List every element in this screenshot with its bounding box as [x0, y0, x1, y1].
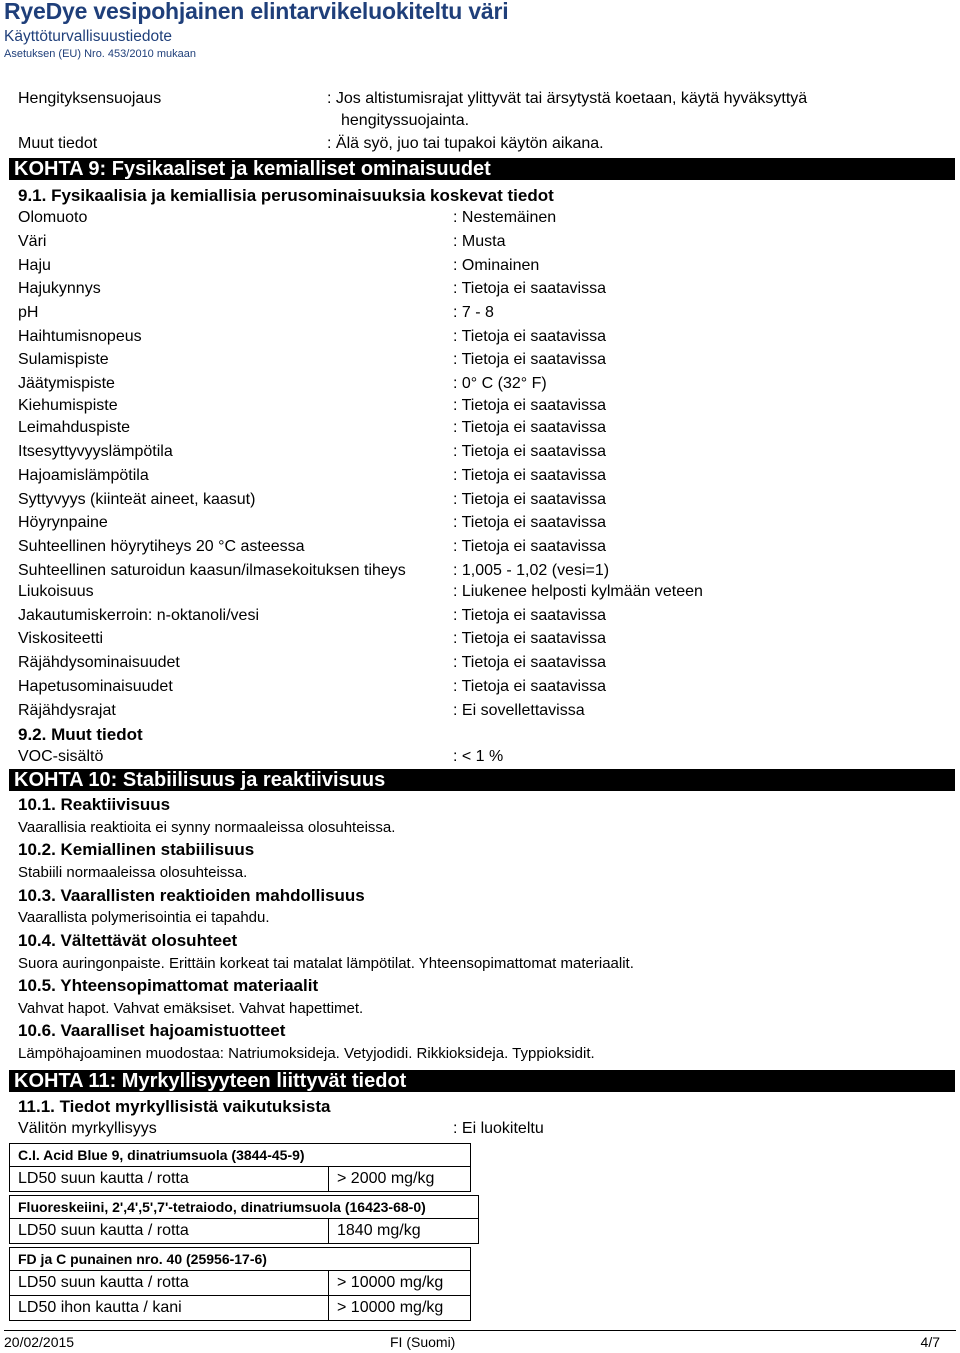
property-value: : Tietoja ei saatavissa [453, 538, 606, 555]
subsection-10-1-heading: 10.1. Reaktiivisuus [18, 795, 171, 814]
property-label: Leimahduspiste [18, 419, 131, 436]
property-label: Räjähdysominaisuudet [18, 654, 180, 671]
table-substance-header: C.I. Acid Blue 9, dinatriumsuola (3844-45-9) [10, 1144, 471, 1167]
respiratory-protection-label: Hengityksensuojaus [18, 90, 162, 107]
table-cell-value: > 2000 mg/kg [329, 1167, 471, 1192]
property-label: Itsesyttyvyyslämpötila [18, 443, 173, 460]
property-label: Hajukynnys [18, 280, 101, 297]
property-value: : Tietoja ei saatavissa [453, 630, 606, 647]
table-cell-value: 1840 mg/kg [329, 1219, 479, 1244]
property-value: : Ominainen [453, 257, 540, 274]
property-label: Räjähdysrajat [18, 702, 116, 719]
footer-page-number: 4/7 [920, 1334, 940, 1350]
table-cell-value: > 10000 mg/kg [329, 1271, 471, 1296]
page-footer [4, 1330, 956, 1353]
respiratory-protection-value-cont: hengityssuojainta. [341, 112, 470, 129]
property-value: : Ei sovellettavissa [453, 702, 585, 719]
toxicity-table-acid-blue [9, 1143, 471, 1192]
property-value: : Musta [453, 233, 506, 250]
subsection-10-6-text: Lämpöhajoaminen muodostaa: Natriumoksideja. Vetyjodidi. Rikkioksideja. Typpioksidit. [18, 1045, 595, 1062]
table-substance-header: Fluoreskeiini, 2',4',5',7'-tetraiodo, dinatriumsuola (16423-68-0) [10, 1196, 479, 1219]
footer-date: 20/02/2015 [4, 1334, 75, 1350]
property-value: : Tietoja ei saatavissa [453, 443, 606, 460]
property-label: Olomuoto [18, 209, 88, 226]
other-info-value: : Älä syö, juo tai tupakoi käytön aikana. [327, 135, 604, 152]
property-label: Viskositeetti [18, 630, 104, 647]
subsection-10-3-text: Vaarallista polymerisointia ei tapahdu. [18, 909, 270, 926]
property-label: Hajoamislämpötila [18, 467, 149, 484]
property-value: : 0° C (32° F) [453, 375, 547, 392]
subsection-9-2-heading: 9.2. Muut tiedot [18, 725, 143, 744]
subsection-10-2-heading: 10.2. Kemiallinen stabiilisuus [18, 840, 255, 859]
subsection-10-1-text: Vaarallisia reaktioita ei synny normaaleissa olosuhteissa. [18, 819, 396, 836]
toxicity-table-fluorescein [9, 1195, 479, 1244]
property-value: : Tietoja ei saatavissa [453, 491, 606, 508]
property-label: Sulamispiste [18, 351, 109, 368]
subsection-10-5-heading: 10.5. Yhteensopimattomat materiaalit [18, 976, 319, 995]
property-value: : Tietoja ei saatavissa [453, 678, 606, 695]
property-value: : Tietoja ei saatavissa [453, 328, 606, 345]
subsection-10-5-text: Vahvat hapot. Vahvat emäksiset. Vahvat hapettimet. [18, 1000, 364, 1017]
property-label: Jäätymispiste [18, 375, 115, 392]
document-title: RyeDye vesipohjainen elintarvikeluokiteltu väri [4, 0, 509, 24]
respiratory-protection-value: : Jos altistumisrajat ylittyvät tai ärsytystä koetaan, käytä hyväksyttyä [327, 90, 808, 107]
footer-language: FI (Suomi) [390, 1334, 456, 1350]
section-11-heading: KOHTA 11: Myrkyllisyyteen liittyvät tiedot [9, 1070, 955, 1092]
section-9-heading: KOHTA 9: Fysikaaliset ja kemialliset ominaisuudet [9, 158, 955, 180]
property-label: Suhteellinen höyrytiheys 20 °C asteessa [18, 538, 305, 555]
table-cell-test: LD50 ihon kautta / kani [10, 1296, 329, 1321]
toxicity-table-fdc-red [9, 1247, 471, 1321]
property-label: Haihtumisnopeus [18, 328, 142, 345]
other-info-label: Muut tiedot [18, 135, 98, 152]
table-cell-test: LD50 suun kautta / rotta [10, 1167, 329, 1192]
property-label: Suhteellinen saturoidun kaasun/ilmasekoituksen tiheys [18, 562, 406, 579]
subsection-10-4-heading: 10.4. Vältettävät olosuhteet [18, 931, 238, 950]
table-cell-test: LD50 suun kautta / rotta [10, 1271, 329, 1296]
acute-toxicity-label: Välitön myrkyllisyys [18, 1120, 157, 1137]
property-value: : Tietoja ei saatavissa [453, 397, 606, 414]
property-value: : 7 - 8 [453, 304, 494, 321]
property-value: : Tietoja ei saatavissa [453, 514, 606, 531]
property-label: Haju [18, 257, 51, 274]
subsection-11-1-heading: 11.1. Tiedot myrkyllisistä vaikutuksista [18, 1097, 331, 1116]
property-label: Kiehumispiste [18, 397, 118, 414]
property-label: Jakautumiskerroin: n-oktanoli/vesi [18, 607, 259, 624]
voc-label: VOC-sisältö [18, 748, 104, 765]
subsection-10-6-heading: 10.6. Vaaralliset hajoamistuotteet [18, 1021, 286, 1040]
table-substance-header: FD ja C punainen nro. 40 (25956-17-6) [10, 1248, 471, 1271]
subsection-10-3-heading: 10.3. Vaarallisten reaktioiden mahdollisuus [18, 886, 365, 905]
subsection-9-1-heading: 9.1. Fysikaalisia ja kemiallisia perusominaisuuksia koskevat tiedot [18, 186, 554, 205]
property-label: Syttyvyys (kiinteät aineet, kaasut) [18, 491, 256, 508]
acute-toxicity-value: : Ei luokiteltu [453, 1120, 544, 1137]
property-value: : 1,005 - 1,02 (vesi=1) [453, 562, 610, 579]
document-subtitle: Käyttöturvallisuustiedote [4, 28, 173, 45]
section-10-heading: KOHTA 10: Stabiilisuus ja reaktiivisuus [9, 769, 955, 791]
property-value: : Tietoja ei saatavissa [453, 467, 606, 484]
subsection-10-2-text: Stabiili normaaleissa olosuhteissa. [18, 864, 248, 881]
subsection-10-4-text: Suora auringonpaiste. Erittäin korkeat tai matalat lämpötilat. Yhteensopimattomat materiaalit. [18, 955, 634, 972]
property-value: : Tietoja ei saatavissa [453, 607, 606, 624]
property-label: Höyrynpaine [18, 514, 108, 531]
property-label: Hapetusominaisuudet [18, 678, 173, 695]
property-value: : Nestemäinen [453, 209, 557, 226]
property-value: : Tietoja ei saatavissa [453, 351, 606, 368]
property-value: : Liukenee helposti kylmään veteen [453, 583, 703, 600]
property-label: Väri [18, 233, 47, 250]
property-value: : Tietoja ei saatavissa [453, 280, 606, 297]
table-cell-value: > 10000 mg/kg [329, 1296, 471, 1321]
property-label: pH [18, 304, 39, 321]
property-value: : Tietoja ei saatavissa [453, 654, 606, 671]
table-cell-test: LD50 suun kautta / rotta [10, 1219, 329, 1244]
voc-value: : < 1 % [453, 748, 504, 765]
property-label: Liukoisuus [18, 583, 94, 600]
property-value: : Tietoja ei saatavissa [453, 419, 606, 436]
regulation-note: Asetuksen (EU) Nro. 453/2010 mukaan [4, 48, 196, 60]
